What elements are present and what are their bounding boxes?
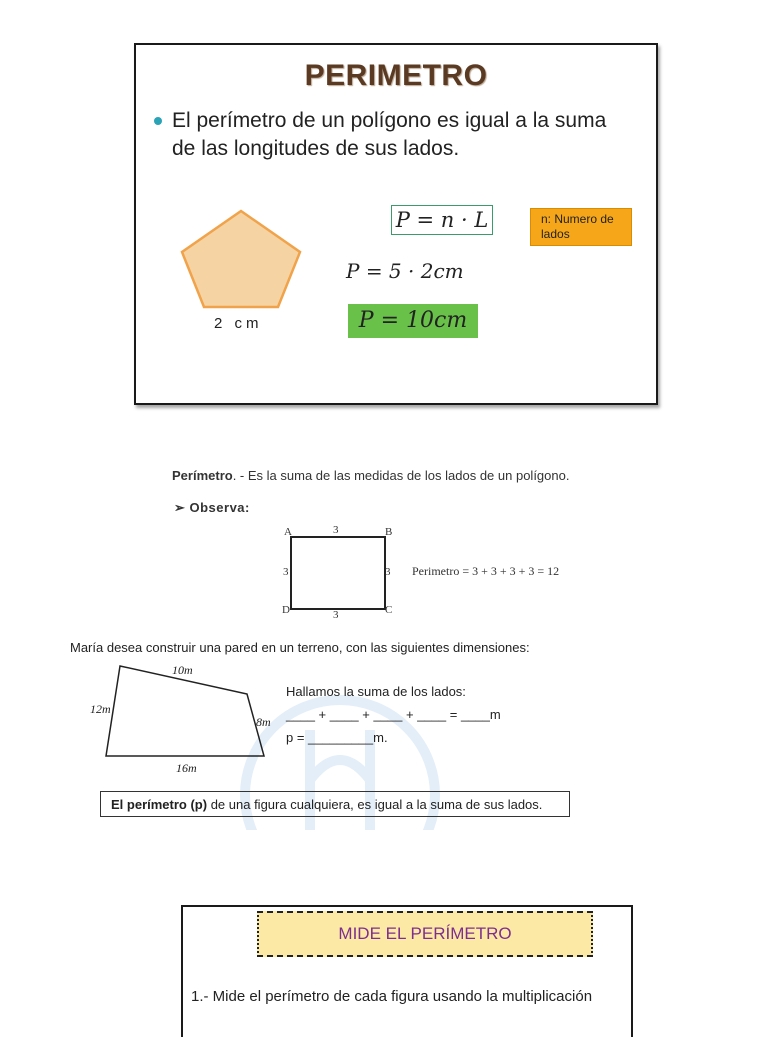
problem-intro: María desea construir una pared en un terreno, con las siguientes dimensiones: [70,640,530,655]
side-right-label: 8m [256,715,271,729]
perimeter-equation: Perimetro = 3 + 3 + 3 + 3 = 12 [412,564,560,578]
side-top-label: 3 [333,524,339,536]
perimeter-blank: p = _________m. [286,730,388,745]
slide-title: PERIMETRO [304,59,488,92]
vertex-d-label: D [282,604,290,616]
side-bottom-label: 16m [176,761,197,775]
conclusion-body: de una figura cualquiera, es igual a la suma de sus lados. [207,797,543,812]
measure-perimeter-slide [181,905,633,1037]
conclusion-box [100,791,570,817]
side-bottom-label: 3 [333,609,339,621]
definition-text: El perímetro de un polígono es igual a la suma de las longitudes de sus lados. [172,109,607,160]
slide-title: MIDE EL PERÍMETRO [338,924,512,943]
title-banner [257,911,593,957]
exercise-question: 1.- Mide el perímetro de cada figura usando la multiplicación [191,988,593,1005]
vertex-b-label: B [385,526,393,538]
definition-term: Perímetro [172,468,233,483]
bullet-icon [154,117,162,125]
side-right-label: 3 [385,566,391,578]
vertex-c-label: C [385,604,393,616]
perimetro-slide [134,43,658,405]
sum-blanks: ____ + ____ + ____ + ____ = ____m [286,707,501,722]
side-left-label: 12m [90,702,111,716]
formula-result: P = 10cm [348,304,478,338]
formula-general: P = n · L [391,205,493,235]
observa-heading: ➢ Observa: [174,500,250,515]
hallamos-text: Hallamos la suma de los lados: [286,684,466,699]
side-left-label: 3 [283,566,289,578]
perimeter-definition [172,468,569,483]
pentagon-shape [178,207,304,311]
formula-step: P = 5 · 2cm [346,259,464,283]
definition-body: . - Es la suma de las medidas de los lados de un polígono. [232,468,570,483]
square-figure [290,536,386,610]
vertex-a-label: A [284,526,292,538]
conclusion-term: El perímetro (p) [111,797,208,812]
note-box: n: Numero de lados [530,208,632,246]
side-length-label: 2 cm [214,315,263,332]
side-top-label: 10m [172,663,193,677]
